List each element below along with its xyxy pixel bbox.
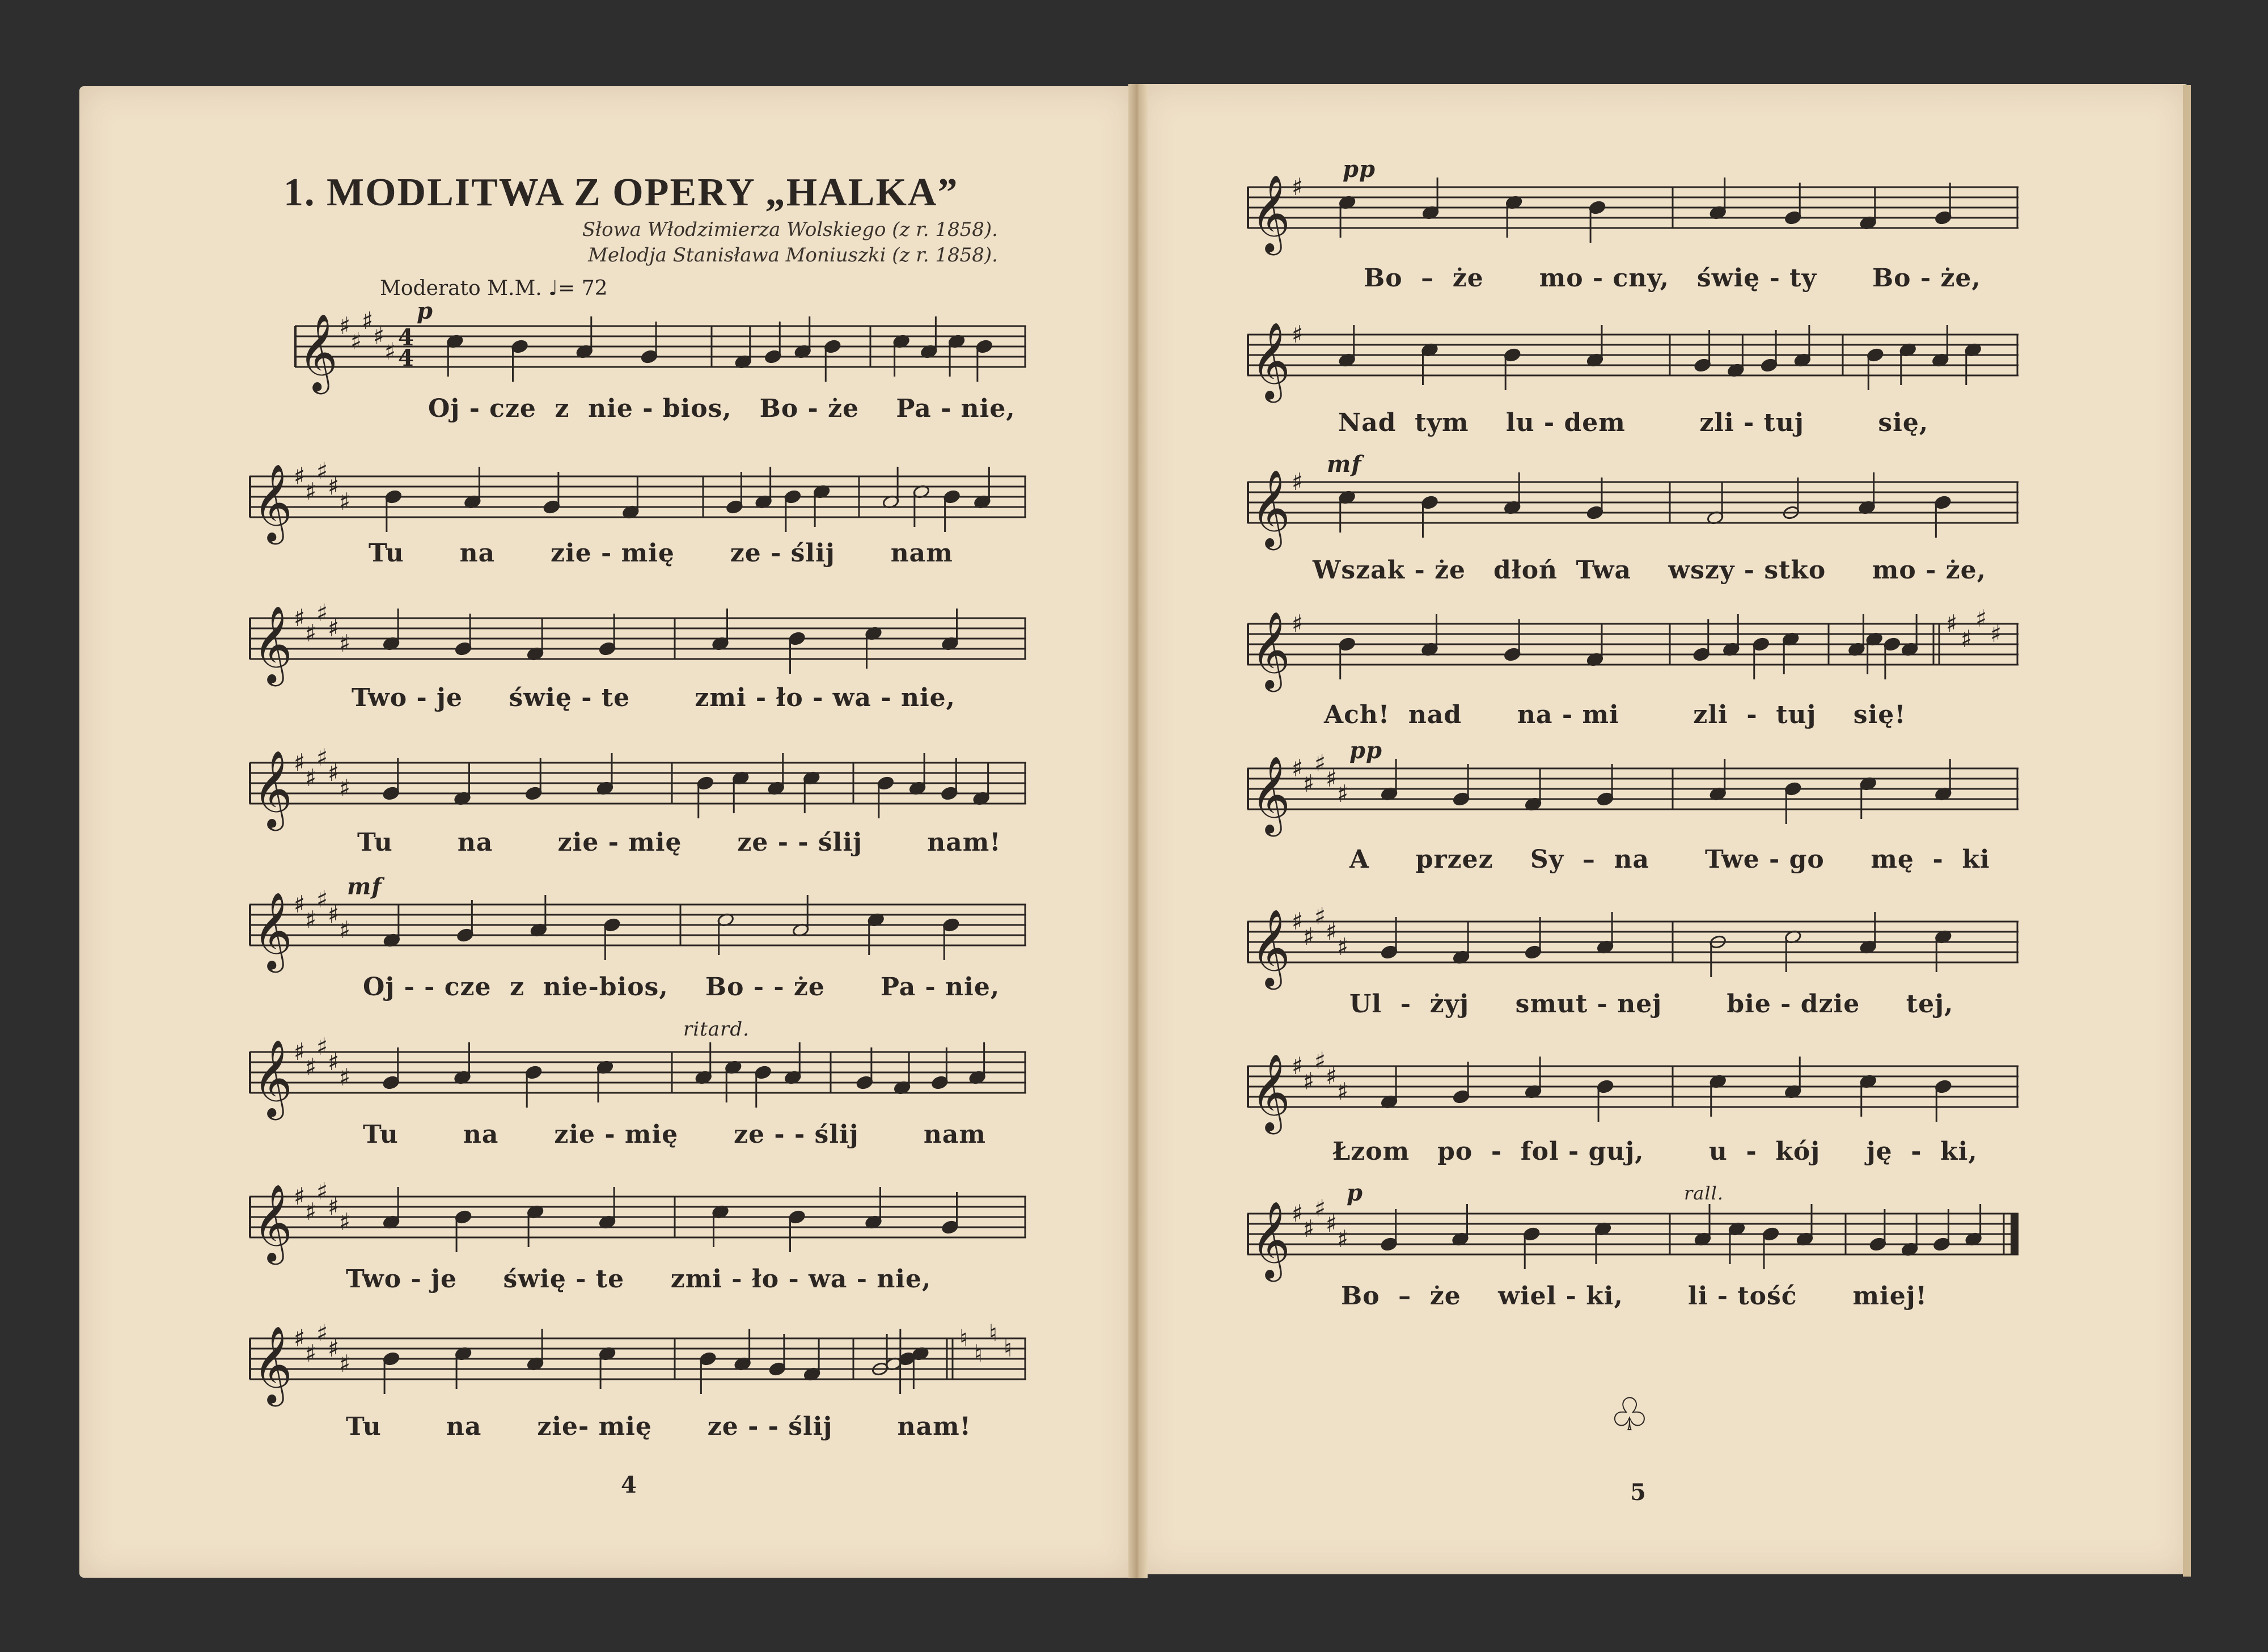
sharp-icon: ♯ (328, 472, 340, 500)
staff-left-7 (249, 1177, 1026, 1261)
lyric-line-left-6: Tu na zie - mię ze - - ślij nam (363, 1120, 986, 1149)
sharp-icon: ♯ (1292, 320, 1304, 348)
sharp-icon: ♯ (1292, 754, 1304, 782)
lyric-line-right-4: Ach! nad na - mi zli - tuj się! (1324, 700, 1906, 729)
dynamic-marking: mf (347, 873, 382, 900)
sharp-icon: ♯ (328, 759, 340, 787)
dynamic-marking: p (1347, 1180, 1363, 1206)
treble-clef-icon: 𝄞 (253, 463, 293, 541)
treble-clef-icon: 𝄞 (1251, 610, 1290, 688)
lyric-line-left-2: Tu na zie - mię ze - ślij nam (369, 539, 953, 568)
treble-clef-icon: 𝄞 (1251, 908, 1290, 986)
sharp-icon: ♯ (1314, 1194, 1326, 1222)
lyric-line-left-5: Oj - - cze z nie-bios, Bo - - że Pa - nie, (363, 973, 1000, 1002)
treble-clef-icon: 𝄞 (253, 749, 293, 827)
sharp-icon: ♯ (316, 743, 328, 771)
treble-clef-icon: 𝄞 (1251, 468, 1290, 547)
treble-clef-icon: 𝄞 (253, 891, 293, 969)
staff-left-3 (249, 599, 1026, 683)
page-number-right: 5 (1630, 1479, 1646, 1506)
sharp-icon: ♯ (339, 916, 351, 944)
sharp-icon: ♯ (1975, 605, 1987, 632)
dynamic-marking: pp (1343, 156, 1376, 183)
staff-right-8 (1247, 1194, 2019, 1278)
song-title: 1. MODLITWA Z OPERY „HALKA” (284, 171, 959, 214)
sharp-icon: ♯ (305, 478, 317, 505)
staff-left-6 (249, 1033, 1026, 1117)
natural-icon: ♮ (989, 1319, 998, 1347)
sharp-icon: ♯ (316, 457, 328, 485)
sharp-icon: ♯ (373, 322, 385, 350)
sharp-icon: ♯ (328, 1193, 340, 1220)
lyric-line-right-5: A przez Sy – na Twe - go mę - ki (1349, 845, 1990, 874)
staff-right-7 (1247, 1047, 2019, 1131)
staff-left-1 (295, 307, 1026, 391)
sharp-icon: ♯ (316, 1177, 328, 1205)
lyric-line-right-2: Nad tym lu - dem zli - tuj się, (1338, 408, 1929, 437)
staff-left-4 (249, 743, 1026, 827)
natural-icon: ♮ (974, 1340, 983, 1367)
dynamic-marking: p (417, 298, 433, 324)
sharp-icon: ♯ (339, 1350, 351, 1378)
sharp-icon: ♯ (294, 1182, 306, 1210)
sharp-icon: ♯ (362, 307, 374, 335)
treble-clef-icon: 𝄞 (1251, 174, 1290, 252)
page-edge (2183, 85, 2191, 1577)
composer-credit: Melodja Stanisława Moniuszki (z r. 1858). (588, 244, 998, 267)
sharp-icon: ♯ (1314, 749, 1326, 777)
sharp-icon: ♯ (1326, 1062, 1338, 1090)
staff-right-3 (1247, 465, 2019, 547)
sharp-icon: ♯ (1292, 907, 1304, 935)
sharp-icon: ♯ (328, 1334, 340, 1362)
sharp-icon: ♯ (1961, 625, 1973, 653)
staff-right-4 (1247, 605, 2019, 688)
treble-clef-icon: 𝄞 (1251, 1200, 1290, 1278)
right-page (1140, 84, 2189, 1574)
sharp-icon: ♯ (1303, 1067, 1315, 1095)
sharp-icon: ♯ (1314, 902, 1326, 930)
sharp-icon: ♯ (1292, 173, 1304, 201)
lyric-line-left-3: Two - je świę - te zmi - ło - wa - nie, (352, 683, 955, 712)
clover-ornament: ♧ (1609, 1388, 1650, 1441)
natural-icon: ♮ (1004, 1334, 1013, 1362)
dynamic-marking: rall. (1684, 1182, 1724, 1204)
sharp-icon: ♯ (1946, 610, 1958, 637)
sharp-icon: ♯ (1337, 1078, 1349, 1105)
sharp-icon: ♯ (339, 1063, 351, 1091)
natural-icon: ♮ (959, 1324, 968, 1352)
sharp-icon: ♯ (294, 749, 306, 776)
sharp-icon: ♯ (305, 1053, 317, 1081)
sharp-icon: ♯ (305, 906, 317, 933)
sharp-icon: ♯ (1292, 1199, 1304, 1227)
treble-clef-icon: 𝄞 (253, 1038, 293, 1117)
sharp-icon: ♯ (339, 1208, 351, 1236)
sharp-icon: ♯ (294, 604, 306, 632)
lyric-line-left-1: Oj - cze z nie - bios, Bo - że Pa - nie, (428, 394, 1015, 423)
sharp-icon: ♯ (1337, 780, 1349, 808)
lyric-line-left-7: Two - je świę - te zmi - ło - wa - nie, (346, 1265, 932, 1294)
treble-clef-icon: 𝄞 (253, 1183, 293, 1261)
time-signature-denominator: 4 (398, 345, 414, 371)
sharp-icon: ♯ (294, 1324, 306, 1352)
sharp-icon: ♯ (1292, 1052, 1304, 1080)
sharp-icon: ♯ (316, 885, 328, 913)
treble-clef-icon: 𝄞 (1251, 1053, 1290, 1131)
sharp-icon: ♯ (1303, 923, 1315, 950)
time-signature-numerator: 4 (398, 324, 414, 351)
book-gutter (1128, 84, 1148, 1578)
staff-left-2 (249, 457, 1026, 541)
sharp-icon: ♯ (339, 774, 351, 802)
tempo-marking: Moderato M.M. ♩= 72 (380, 277, 608, 300)
lyric-line-right-8: Bo – że wiel - ki, li - tość miej! (1341, 1282, 1927, 1311)
treble-clef-icon: 𝄞 (1251, 755, 1290, 833)
sharp-icon: ♯ (384, 337, 396, 365)
sharp-icon: ♯ (294, 890, 306, 918)
sharp-icon: ♯ (1326, 764, 1338, 792)
lyric-line-left-8: Tu na zie- mię ze - - ślij nam! (346, 1412, 971, 1441)
lyric-line-right-7: Łzom po - fol - guj, u - kój ję - ki, (1332, 1137, 1978, 1166)
sharp-icon: ♯ (1990, 620, 2002, 648)
treble-clef-icon: 𝄞 (253, 1325, 293, 1403)
staff-right-2 (1247, 318, 2019, 399)
sharp-icon: ♯ (1292, 468, 1304, 496)
lyric-line-right-6: Ul - żyj smut - nej bie - dzie tej, (1349, 990, 1954, 1019)
sharp-icon: ♯ (294, 462, 306, 490)
sharp-icon: ♯ (339, 629, 351, 657)
sharp-icon: ♯ (1326, 1210, 1338, 1237)
sharp-icon: ♯ (305, 1198, 317, 1226)
page-number-left: 4 (621, 1472, 637, 1498)
lyric-line-right-3: Wszak - że dłoń Twa wszy - stko mo - że, (1313, 556, 1986, 585)
treble-clef-icon: 𝄞 (298, 312, 338, 391)
dynamic-marking: mf (1327, 451, 1362, 478)
sharp-icon: ♯ (328, 901, 340, 928)
sharp-icon: ♯ (1303, 770, 1315, 797)
sharp-icon: ♯ (1314, 1047, 1326, 1075)
lyric-line-right-1: Bo – że mo - cny, świę - ty Bo - że, (1364, 264, 1981, 293)
sharp-icon: ♯ (305, 764, 317, 792)
sharp-icon: ♯ (294, 1038, 306, 1066)
sharp-icon: ♯ (1337, 1225, 1349, 1253)
sharp-icon: ♯ (316, 1033, 328, 1061)
treble-clef-icon: 𝄞 (1251, 321, 1290, 399)
sharp-icon: ♯ (1326, 918, 1338, 945)
treble-clef-icon: 𝄞 (253, 605, 293, 683)
sharp-icon: ♯ (350, 327, 362, 355)
sharp-icon: ♯ (339, 488, 351, 516)
dynamic-marking: pp (1349, 737, 1382, 764)
staff-right-6 (1247, 902, 2019, 986)
sharp-icon: ♯ (1337, 933, 1349, 961)
lyricist-credit: Słowa Włodzimierza Wolskiego (z r. 1858). (582, 218, 998, 241)
staff-left-8 (249, 1319, 1026, 1403)
sharp-icon: ♯ (316, 599, 328, 627)
sharp-icon: ♯ (1303, 1215, 1315, 1243)
sharp-icon: ♯ (1292, 610, 1304, 637)
lyric-line-left-4: Tu na zie - mię ze - - ślij nam! (357, 828, 1001, 857)
final-barline-thick (2011, 1214, 2019, 1254)
sharp-icon: ♯ (339, 312, 351, 340)
sharp-icon: ♯ (305, 619, 317, 647)
sharp-icon: ♯ (305, 1340, 317, 1367)
sharp-icon: ♯ (328, 614, 340, 642)
sharp-icon: ♯ (316, 1319, 328, 1347)
sharp-icon: ♯ (328, 1048, 340, 1076)
dynamic-marking: ritard. (683, 1018, 750, 1041)
